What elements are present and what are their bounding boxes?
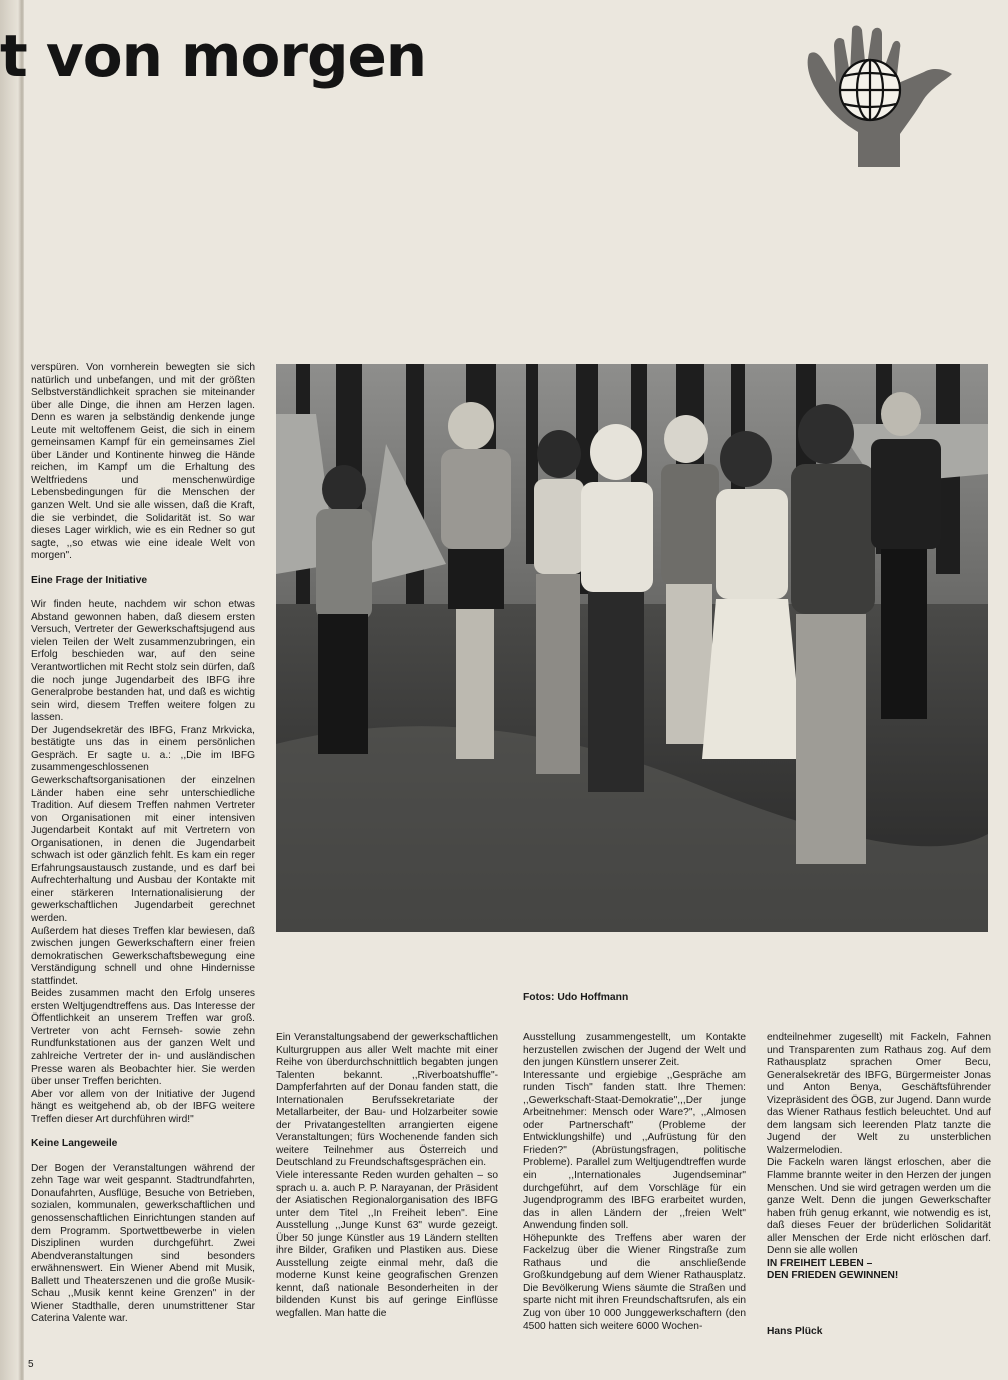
paragraph: Der Jugendsekretär des IBFG, Franz Mrkvicka, bestätigte uns das in einem persönlichen Gespräch. Er sagte u. a.: ,,Die im IBFG zusammengeschlossenen Gewerkschaftsorganisationen der einzelnen Länder haben eine sehr unterschiedliche Tradition. Auf diesem Treffen nahmen Vertreter von Organisationen mit einer intensiven Jugendarbeit Kontakt auf mit Vertretern von Organisationen, in denen die Jugendarbeit schwach ist oder gänzlich fehlt. Es kam ein reger Erfahrungsaustausch zustande, und es darf bei Aufrechterhaltung und Ausbau der Kontakte mit einer stärkeren Internationalisierung der gewerkschaftlichen Jugendarbeit gerechnet werden. [31,724,255,924]
photo-credit: Fotos: Udo Hoffmann [523,992,629,1003]
article-column-2 [276,1032,498,1321]
article-column-3 [523,1032,746,1333]
paragraph: Ein Veranstaltungsabend der gewerkschaftlichen Kulturgruppen aus aller Welt machte mit einer Reihe von überdurchschnittlich begabten jungen Talenten bekannt. ,,Riverboatshuffle"-Dampferfahrten auf der Donau fanden statt, die Internationalen Berufssekretariate der Metallarbeiter, der Bau- und Holzarbeiter sowie der Privatangestellten arrangierten eigene Veranstaltungen; fürs Wochenende fanden sich weitere Teilnehmer aus Österreich und Deutschland zu Freundschaftsgesprächen ein. [276,1032,498,1169]
paragraph: Die Fackeln waren längst erloschen, aber die Flamme brannte weiter in den Herzen der jungen Menschen. Und sie wird getragen werden um die ganze Welt. Denn die jungen Gewerkschafter haben früh genug erkannt, wie notwendig es ist, daß dieses Feuer der brüderlichen Solidarität aller Menschen der Erde nicht erlöschen darf. Denn sie alle wollen [767,1157,991,1257]
paragraph: Beides zusammen macht den Erfolg unseres ersten Weltjugendtreffens aus. Das Interesse der Öffentlichkeit an unserem Treffen war groß. Vertreter von acht Fernseh- sowie zehn Rundfunkstationen aus der ganzen Welt und zahlreiche Vertreter der in- und ausländischen Presse waren als Beobachter hier. Sie werden über unser Treffen berichten. [31,988,255,1088]
headline: t von morgen [0,22,427,90]
paragraph: verspüren. Von vornherein bewegten sie sich natürlich und unbefangen, und mit der größten Selbstverständlichkeit sprachen sie miteinander über alle Dinge, die ihnen am Herzen lagen. Denn es waren ja selbständig denkende junge Leute mit weltoffenem Geist, die sich in einem gemeinsamen Kampf für ein gemeinsames Ziel über Länder und Kontinente hinweg die Hände reichen, im Kampf um die Erhaltung des Weltfriedens und menschenwürdige Lebensbedingungen für die Menschen der ganzen Welt. Und sie alle wissen, daß die Kraft, die sie verbindet, die Solidarität ist. So war dieses Lager wirklich, wie es ein Redner so gut sagte, ,,so etwas wie eine ideale Welt von morgen". [31,362,255,562]
paragraph: Interessante und ergiebige ,,Gespräche am runden Tisch" fanden statt. Ihre Themen: ,,Gewerkschaft-Staat-Demokratie",,,Der junge Arbeitnehmer: Mensch oder Ware?", ,,Almosen oder Partnerschaft" (Probleme der Entwicklungshilfe) und ,,Aufrüstung für den Frieden?" (Abrüstungsfragen, politische Probleme). Parallel zum Weltjugendtreffen wurde ein ,,Internationales Jugendseminar" durchgeführt, auf dem Vorschläge für ein Jugendprogramm des IBFG erarbeitet wurden, das in allen Ländern der ,,freien Welt" Anwendung finden soll. [523,1069,746,1232]
page-gutter [0,0,24,1380]
paragraph: Viele interessante Reden wurden gehalten – so sprach u. a. auch P. P. Narayanan, der Präsident der Asiatischen Regionalorganisation des IBFG unter dem Titel ,,In Freiheit leben". Eine Ausstellung ,,Junge Kunst 63" wurde gezeigt. Über 50 junge Künstler aus 19 Ländern stellten ihre Bilder, Grafiken und Plastiken aus. Diese Ausstellung zeigte einmal mehr, daß die moderne Kunst keine geografischen Grenzen kennt, daß nationale Besonderheiten in der bildenden Kunst bis auf geringe Einflüsse wegfallen. Man hatte die [276,1170,498,1320]
slogan-line: IN FREIHEIT LEBEN – [767,1257,873,1269]
section-heading: Eine Frage der Initiative [31,574,148,586]
article-column-1 [31,362,255,1326]
hand-globe-logo [806,24,958,169]
paragraph: Wir finden heute, nachdem wir schon etwas Abstand gewonnen haben, daß diesem ersten Versuch, Vertreter der Gewerkschaftsjugend aus vielen Teilen der Welt zusammenzubringen, ein Erfolg beschieden war, auf den seine Verantwortlichen mit Recht stolz sein dürfen, daß die noch junge Jugendarbeit des IBFG ihre Generalprobe bestanden hat, und daß es wichtig sein wird, diesem Treffen weitere folgen zu lassen. [31,599,255,724]
camp-photo [276,364,988,932]
article-column-4 [767,1032,991,1283]
paragraph: Der Bogen der Veranstaltungen während der zehn Tage war weit gespannt. Stadtrundfahrten, Donaufahrten, Ausflüge, Besuche von Betrieben, sozialen, kommunalen, gewerkschaftlichen und genossenschaftlichen Einrichtungen standen auf dem Programm. Sportwettbewerbe in vielen Disziplinen wurden durchgeführt. Zwei Abendveranstaltungen sind besonders erwähnenswert. Ein Wiener Abend mit Musik, Ballett und Theaterszenen und die große Musik-Schau ,,Musik kennt keine Grenzen" in der Wiener Stadthalle, deren unumstrittener Star Caterina Valente war. [31,1162,255,1325]
paragraph: Ausstellung zusammengestellt, um Kontakte herzustellen zwischen der Jugend der Welt und den jungen Künstlern unserer Zeit. [523,1032,746,1069]
paragraph: Außerdem hat dieses Treffen klar bewiesen, daß zwischen jungen Gewerkschaftern einer freien demokratischen Gewerkschaftsbewegung eine Verständigung schnell und ohne Hindernisse stattfindet. [31,925,255,987]
photo-illustration [276,364,988,932]
globe-icon [840,60,900,120]
slogan-line: DEN FRIEDEN GEWINNEN! [767,1270,899,1282]
paragraph: Höhepunkte des Treffens aber waren der Fackelzug über die Wiener Ringstraße zum Rathaus und die anschließende Großkundgebung auf dem Wiener Rathausplatz. Die Bevölkerung Wiens säumte die Straßen und sparte nicht mit ihren Freundschaftsrufen, als ein Zug von über 10 000 Junggewerkschaftern (den 4500 hatten sich weitere 6000 Wochen- [523,1232,746,1332]
section-heading: Keine Langeweile [31,1138,118,1150]
page-number: 5 [28,1359,34,1370]
paragraph: endteilnehmer zugesellt) mit Fackeln, Fahnen und Transparenten zum Rathaus zog. Auf dem Rathausplatz sprachen Omer Becu, Generalsekretär des IBFG, Bürgermeister Jonas und Anton Benya, Geschäftsführender Vizepräsident des ÖGB, zur Jugend. Dann wurde das Wiener Rathaus festlich beleuchtet. Und auf dem langsam sich leerenden Platz tanzte die Jugend der Welt zu unsterblichen Walzermelodien. [767,1032,991,1156]
paragraph: Aber vor allem von der Initiative der Jugend hängt es weitgehend ab, ob der IBFG weitere Treffen dieser Art durchführen wird!" [31,1088,255,1125]
author-byline: Hans Plück [767,1326,823,1337]
